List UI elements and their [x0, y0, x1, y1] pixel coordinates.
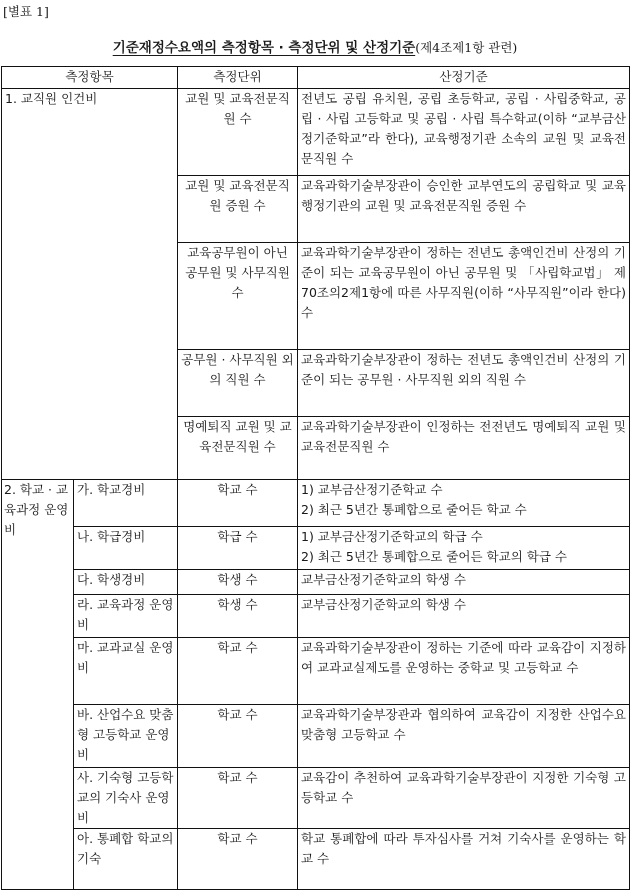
item-cell: 나. 학급경비: [74, 527, 178, 570]
column-header-criteria: 산정기준: [298, 67, 630, 89]
table-row: [2, 768, 630, 829]
unit-cell: 명예퇴직 교원 및 교육전문직원 수: [178, 417, 298, 480]
table-row: [2, 89, 630, 176]
unit-cell: 학생 수: [178, 595, 298, 638]
table-row: [2, 595, 630, 638]
column-header-unit: 측정단위: [178, 67, 298, 89]
title-reference: (제4조제1항 관련): [415, 40, 518, 55]
unit-cell: 교육공무원이 아닌 공무원 및 사무직원 수: [178, 243, 298, 350]
table-row: [2, 829, 630, 890]
criteria-line: 1) 교부금산정기준학교 수: [301, 482, 443, 497]
criteria-cell: 학교 통폐합에 따라 투자심사를 거쳐 기숙사를 운영하는 학교 수: [298, 829, 630, 890]
criteria-cell: 교육과학기술부장관이 인정하는 전전년도 명예퇴직 교원 및 교육전문직원 수: [298, 417, 630, 480]
table-row: [2, 705, 630, 768]
table-header-row: [2, 67, 630, 89]
unit-cell: 교원 및 교육전문직원 증원 수: [178, 176, 298, 243]
table-row: [2, 527, 630, 570]
title-main: 기준재정수요액의 측정항목 · 측정단위 및 산정기준: [112, 40, 416, 56]
table-row: [2, 480, 630, 527]
item-cell: 아. 통폐합 학교의 기숙: [74, 829, 178, 890]
item-cell: 다. 학생경비: [74, 570, 178, 595]
unit-cell: 학교 수: [178, 480, 298, 527]
annex-label: [별표 1]: [3, 4, 49, 19]
criteria-cell: [298, 527, 630, 570]
unit-cell: 학교 수: [178, 829, 298, 890]
unit-cell: 학급 수: [178, 527, 298, 570]
unit-cell: 학교 수: [178, 638, 298, 705]
item-cell: 라. 교육과정 운영비: [74, 595, 178, 638]
criteria-cell: 교육과학기술부장관과 협의하여 교육감이 지정한 산업수요 맞춤형 고등학교 수: [298, 705, 630, 768]
unit-cell: 학생 수: [178, 570, 298, 595]
unit-cell: 공무원 · 사무직원 외의 직원 수: [178, 350, 298, 417]
item-cell: 바. 산업수요 맞춤형 고등학교 운영비: [74, 705, 178, 768]
criteria-cell: 교부금산정기준학교의 학생 수: [298, 570, 630, 595]
criteria-cell: 전년도 공립 유치원, 공립 초등학교, 공립 · 사립중학교, 공립 · 사립 고등학교 및 공립 · 사립 특수학교(이하 “교부금산정기준학교”라 한다), 교육행정기관 소속의 교원 및 교육전문직원 수: [298, 89, 630, 176]
criteria-cell: 교육과학기술부장관이 정하는 기준에 따라 교육감이 지정하여 교과교실제도를 운영하는 중학교 및 고등학교 수: [298, 638, 630, 705]
criteria-line: 2) 최근 5년간 통폐합으로 줄어든 학교의 학급 수: [301, 549, 567, 564]
section-label-operations: 2. 학교 · 교육과정 운영비: [2, 480, 74, 890]
item-cell: 가. 학교경비: [74, 480, 178, 527]
criteria-cell: 교부금산정기준학교의 학생 수: [298, 595, 630, 638]
item-cell: 마. 교과교실 운영비: [74, 638, 178, 705]
criteria-cell: 교육과학기술부장관이 승인한 교부연도의 공립학교 및 교육행정기관의 교원 및 교육전문직원 증원 수: [298, 176, 630, 243]
column-header-item: 측정항목: [2, 67, 178, 89]
criteria-cell: 교육과학기술부장관이 정하는 전년도 총액인건비 산정의 기준이 되는 공무원 · 사무직원 외의 직원 수: [298, 350, 630, 417]
unit-cell: 교원 및 교육전문직원 수: [178, 89, 298, 176]
unit-cell: 학교 수: [178, 705, 298, 768]
section-label-personnel: 1. 교직원 인건비: [2, 89, 178, 480]
criteria-line: 1) 교부금산정기준학교의 학급 수: [301, 529, 483, 544]
table-row: [2, 570, 630, 595]
document-title: [0, 36, 630, 56]
criteria-cell: 교육과학기술부장관이 정하는 전년도 총액인건비 산정의 기준이 되는 교육공무원이 아닌 공무원 및 「사립학교법」 제70조의2제1항에 따른 사무직원(이하 “사무직원”이라 한다) 수: [298, 243, 630, 350]
criteria-table: [1, 66, 630, 890]
unit-cell: 학교 수: [178, 768, 298, 829]
criteria-cell: 교육감이 추천하여 교육과학기술부장관이 지정한 기숙형 고등학교 수: [298, 768, 630, 829]
item-cell: 사. 기숙형 고등학교의 기숙사 운영비: [74, 768, 178, 829]
table-row: [2, 638, 630, 705]
criteria-cell: [298, 480, 630, 527]
criteria-line: 2) 최근 5년간 통폐합으로 줄어든 학교 수: [301, 502, 527, 517]
